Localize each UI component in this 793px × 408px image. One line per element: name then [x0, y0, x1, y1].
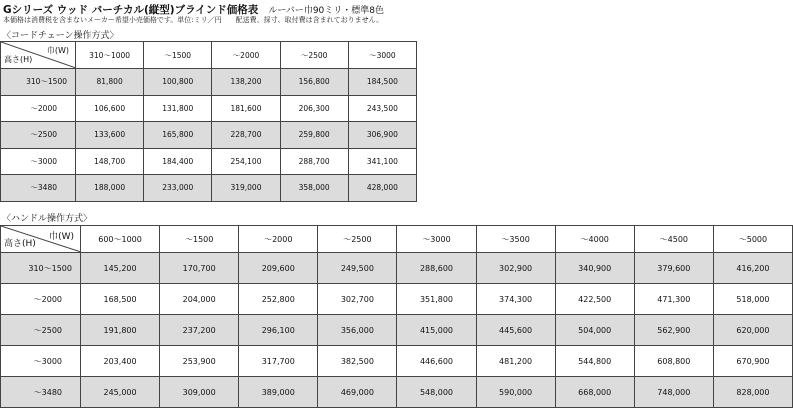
price-cell: 302,700 — [318, 284, 397, 315]
cord-chain-price-table — [0, 41, 417, 202]
column-header: ～3500 — [476, 226, 555, 253]
table-corner-cell — [1, 226, 81, 253]
price-cell: 590,000 — [476, 377, 555, 408]
price-cell: 252,800 — [239, 284, 318, 315]
price-cell: 445,600 — [476, 315, 555, 346]
table-header-row — [1, 42, 417, 69]
price-cell: 100,800 — [144, 69, 212, 96]
price-cell: 562,900 — [634, 315, 713, 346]
price-cell: 306,900 — [348, 122, 416, 149]
price-cell: 288,600 — [397, 253, 476, 284]
price-cell: 319,000 — [212, 175, 280, 202]
price-cell: 416,200 — [713, 253, 792, 284]
table-corner-cell — [1, 42, 76, 69]
height-axis-label: 高さ(H) — [4, 55, 33, 64]
width-axis-label: 巾(W) — [49, 232, 74, 242]
price-cell: 81,800 — [76, 69, 144, 96]
column-header: ～2500 — [318, 226, 397, 253]
price-cell: 188,000 — [76, 175, 144, 202]
row-header: ～3480 — [1, 377, 81, 408]
price-cell: 415,000 — [397, 315, 476, 346]
column-header: ～2000 — [212, 42, 280, 69]
price-cell: 243,500 — [348, 95, 416, 122]
row-header: ～2000 — [1, 284, 81, 315]
row-header: ～3000 — [1, 346, 81, 377]
price-cell: 181,600 — [212, 95, 280, 122]
price-cell: 302,900 — [476, 253, 555, 284]
price-note: 本価格は消費税を含まないメーカー希望小売価格です。単位:ミリ／円 配送費、採寸、取付費は含まれておりません。 — [3, 16, 384, 24]
price-cell: 428,000 — [348, 175, 416, 202]
price-cell: 548,000 — [397, 377, 476, 408]
table-row — [1, 284, 793, 315]
row-header: ～2000 — [1, 95, 76, 122]
table-row — [1, 315, 793, 346]
price-cell: 317,700 — [239, 346, 318, 377]
price-cell: 481,200 — [476, 346, 555, 377]
price-cell: 504,000 — [555, 315, 634, 346]
price-cell: 191,800 — [81, 315, 160, 346]
price-cell: 668,000 — [555, 377, 634, 408]
price-cell: 358,000 — [280, 175, 348, 202]
price-cell: 670,900 — [713, 346, 792, 377]
price-cell: 544,800 — [555, 346, 634, 377]
price-cell: 233,000 — [144, 175, 212, 202]
price-cell: 340,900 — [555, 253, 634, 284]
price-cell: 389,000 — [239, 377, 318, 408]
column-header: ～5000 — [713, 226, 792, 253]
price-cell: 204,000 — [160, 284, 239, 315]
cord-chain-section-label: 〈コードチェーン操作方式〉 — [2, 31, 119, 41]
height-axis-label: 高さ(H) — [4, 239, 36, 249]
price-cell: 249,500 — [318, 253, 397, 284]
row-header: 310～1500 — [1, 69, 76, 96]
price-cell: 209,600 — [239, 253, 318, 284]
price-cell: 351,800 — [397, 284, 476, 315]
row-header: ～2500 — [1, 315, 81, 346]
price-cell: 133,600 — [76, 122, 144, 149]
price-cell: 382,500 — [318, 346, 397, 377]
price-cell: 237,200 — [160, 315, 239, 346]
handle-section-label: 〈ハンドル操作方式〉 — [2, 214, 93, 224]
column-header: ～4000 — [555, 226, 634, 253]
width-axis-label: 巾(W) — [46, 46, 69, 55]
table-row — [1, 175, 417, 202]
price-cell: 254,100 — [212, 148, 280, 175]
price-cell: 106,600 — [76, 95, 144, 122]
price-cell: 620,000 — [713, 315, 792, 346]
price-cell: 374,300 — [476, 284, 555, 315]
table-row — [1, 148, 417, 175]
price-cell: 309,000 — [160, 377, 239, 408]
price-cell: 131,800 — [144, 95, 212, 122]
price-cell: 379,600 — [634, 253, 713, 284]
table-header-row — [1, 226, 793, 253]
table-row — [1, 253, 793, 284]
price-cell: 356,000 — [318, 315, 397, 346]
row-header: ～3000 — [1, 148, 76, 175]
price-cell: 170,700 — [160, 253, 239, 284]
column-header: 600～1000 — [81, 226, 160, 253]
column-header: ～1500 — [160, 226, 239, 253]
table-row — [1, 69, 417, 96]
price-cell: 203,400 — [81, 346, 160, 377]
price-cell: 422,500 — [555, 284, 634, 315]
table-row — [1, 122, 417, 149]
price-cell: 253,900 — [160, 346, 239, 377]
table-row — [1, 95, 417, 122]
price-cell: 341,100 — [348, 148, 416, 175]
price-cell: 168,500 — [81, 284, 160, 315]
price-cell: 156,800 — [280, 69, 348, 96]
price-cell: 184,400 — [144, 148, 212, 175]
price-cell: 228,700 — [212, 122, 280, 149]
price-cell: 471,300 — [634, 284, 713, 315]
subtitle-text: ルーバー巾90ミリ・標準8色 — [268, 6, 385, 16]
price-cell: 259,800 — [280, 122, 348, 149]
price-cell: 165,800 — [144, 122, 212, 149]
price-cell: 518,000 — [713, 284, 792, 315]
column-header: ～3000 — [348, 42, 416, 69]
column-header: ～2500 — [280, 42, 348, 69]
price-cell: 138,200 — [212, 69, 280, 96]
price-cell: 245,000 — [81, 377, 160, 408]
price-cell: 288,700 — [280, 148, 348, 175]
row-header: ～2500 — [1, 122, 76, 149]
table-row — [1, 377, 793, 408]
price-cell: 148,700 — [76, 148, 144, 175]
column-header: ～2000 — [239, 226, 318, 253]
price-cell: 608,800 — [634, 346, 713, 377]
row-header: 310～1500 — [1, 253, 81, 284]
price-cell: 206,300 — [280, 95, 348, 122]
column-header: ～1500 — [144, 42, 212, 69]
price-cell: 748,000 — [634, 377, 713, 408]
handle-price-table — [0, 225, 793, 408]
column-header: ～3000 — [397, 226, 476, 253]
title-text: Gシリーズ ウッド バーチカル(縦型)ブラインド価格表 — [3, 4, 259, 16]
price-cell: 469,000 — [318, 377, 397, 408]
price-cell: 828,000 — [713, 377, 792, 408]
price-cell: 446,600 — [397, 346, 476, 377]
price-cell: 184,500 — [348, 69, 416, 96]
price-cell: 145,200 — [81, 253, 160, 284]
table-row — [1, 346, 793, 377]
price-cell: 296,100 — [239, 315, 318, 346]
column-header: ～4500 — [634, 226, 713, 253]
column-header: 310～1000 — [76, 42, 144, 69]
row-header: ～3480 — [1, 175, 76, 202]
